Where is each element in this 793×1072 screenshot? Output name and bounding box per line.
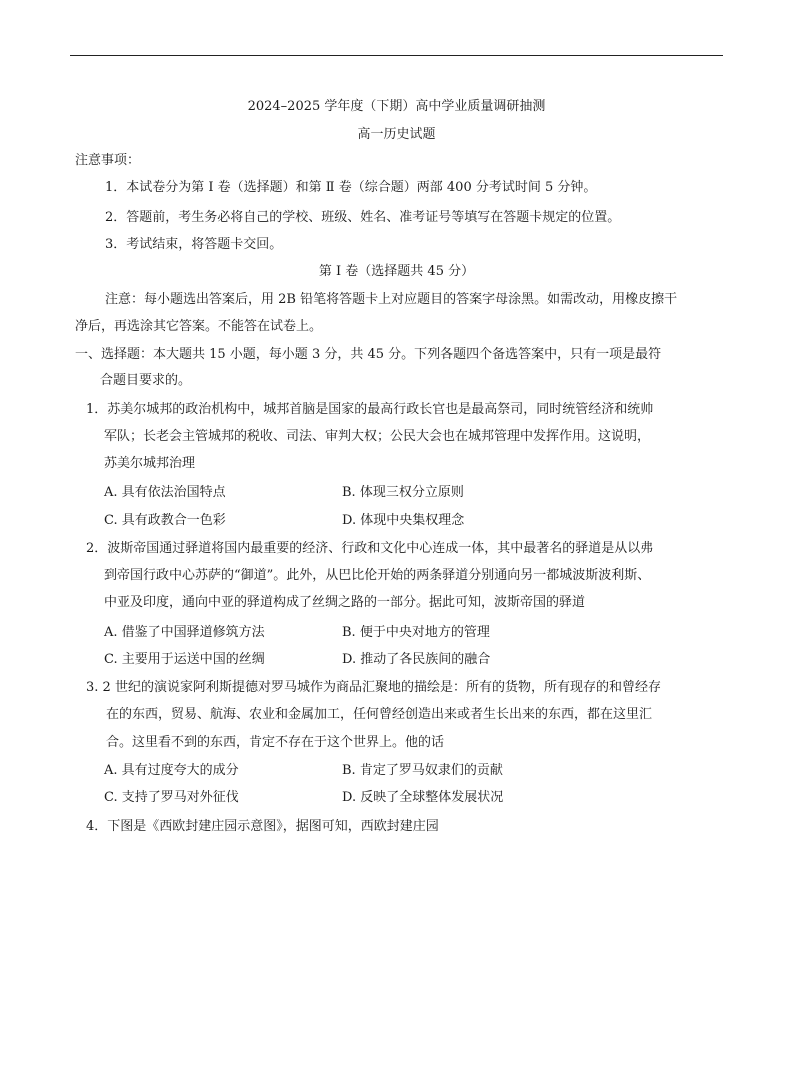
header-rule (70, 55, 723, 56)
question-3-line-2: 在的东西，贸易、航海、农业和金属加工，任何曾经创造出来或者生长出来的东西，都在这里汇 (106, 707, 653, 722)
question-1-line-3: 苏美尔城邦治理 (104, 456, 196, 471)
question-2-line-3: 中亚及印度，通向中亚的驿道构成了丝绸之路的一部分。据此可知，波斯帝国的驿道 (104, 595, 586, 610)
notice-item-3: 3．考试结束，将答题卡交回。 (105, 237, 283, 252)
notice-item-2: 2．答题前，考生务必将自己的学校、班级、姓名、准考证号等填写在答题卡规定的位置。 (105, 210, 621, 225)
section-note-line-1: 注意：每小题选出答案后，用 2B 铅笔将答题卡上对应题目的答案字母涂黑。如需改动，用橡皮擦干 (105, 292, 678, 307)
notice-heading: 注意事项： (75, 153, 141, 168)
question-2-line-2: 到帝国行政中心苏萨的“御道”。此外，从巴比伦开始的两条驿道分别通向另一都城波斯波利斯、 (104, 568, 651, 583)
question-2-option-d: D. 推动了各民族间的融合 (342, 652, 491, 667)
exam-title: 2024–2025 学年度（下期）高中学业质量调研抽测 (247, 99, 546, 114)
question-2-option-c: C. 主要用于运送中国的丝绸 (104, 652, 265, 667)
question-3-option-a: A. 具有过度夸大的成分 (104, 763, 239, 778)
section-title: 第 Ⅰ 卷（选择题共 45 分） (318, 264, 475, 279)
question-1-line-1: 1．苏美尔城邦的政治机构中，城邦首脑是国家的最高行政长官也是最高祭司，同时统管经济和统帅 (86, 402, 654, 417)
question-4-line-1: 4．下图是《西欧封建庄园示意图》，据图可知，西欧封建庄园 (86, 819, 439, 834)
question-2-option-a: A. 借鉴了中国驿道修筑方法 (104, 625, 265, 640)
exam-subtitle: 高一历史试题 (357, 127, 436, 142)
question-3-line-3: 合。这里看不到的东西，肯定不存在于这个世界上。他的话 (106, 735, 445, 750)
section-intro-line-2: 合题目要求的。 (100, 373, 192, 388)
question-3-option-d: D. 反映了全球整体发展状况 (342, 790, 504, 805)
question-3-option-b: B. 肯定了罗马奴隶们的贡献 (342, 763, 503, 778)
question-1-line-2: 军队；长老会主管城邦的税收、司法、审判大权；公民大会也在城邦管理中发挥作用。这说明， (104, 429, 651, 444)
section-intro-line-1: 一、选择题：本大题共 15 小题，每小题 3 分，共 45 分。下列各题四个备选答案中，只有一项是最符 (75, 347, 662, 362)
question-3-line-1: 3. 2 世纪的演说家阿利斯提德对罗马城作为商品汇聚地的描绘是：所有的货物，所有现存的和曾经存 (86, 680, 661, 695)
question-1-option-d: D. 体现中央集权理念 (342, 513, 465, 528)
question-3-option-c: C. 支持了罗马对外征伐 (104, 790, 239, 805)
question-2-line-1: 2．波斯帝国通过驿道将国内最重要的经济、行政和文化中心连成一体，其中最著名的驿道是从以弗 (86, 541, 654, 556)
question-1-option-a: A. 具有依法治国特点 (104, 485, 226, 500)
question-1-option-b: B. 体现三权分立原则 (342, 485, 464, 500)
question-2-option-b: B. 便于中央对地方的管理 (342, 625, 490, 640)
question-1-option-c: C. 具有政教合一色彩 (104, 513, 226, 528)
notice-item-1: 1．本试卷分为第 Ⅰ 卷（选择题）和第 Ⅱ 卷（综合题）两部 400 分考试时间 5 分钟。 (105, 180, 597, 195)
section-note-line-2: 净后，再选涂其它答案。不能答在试卷上。 (75, 319, 323, 334)
